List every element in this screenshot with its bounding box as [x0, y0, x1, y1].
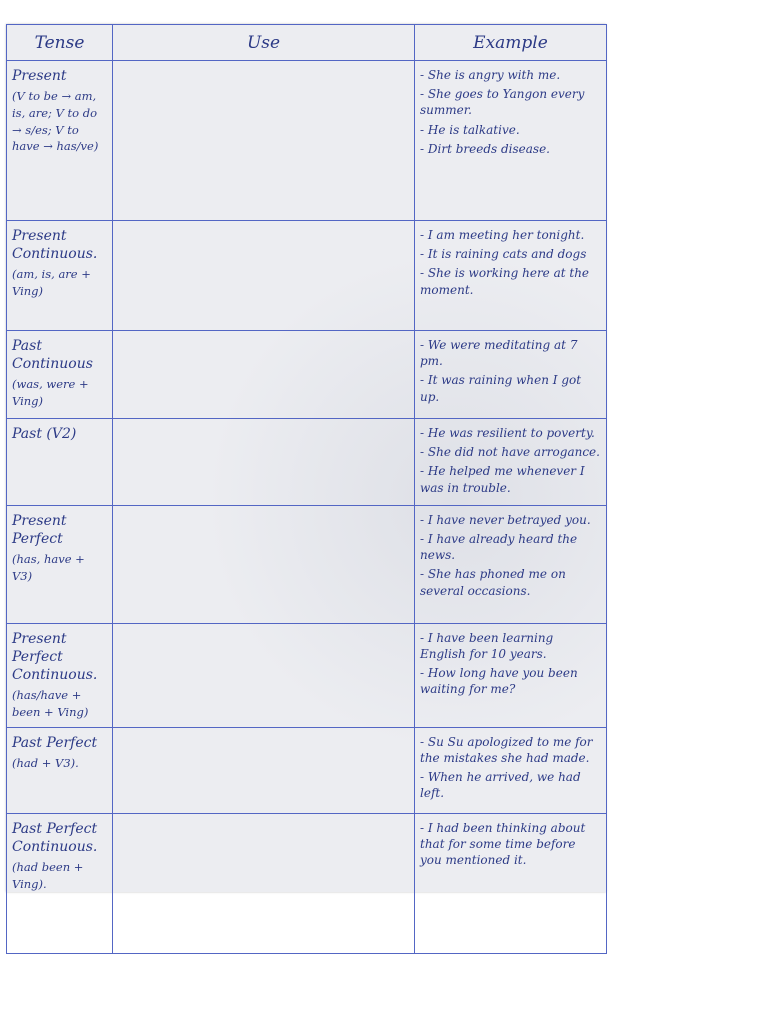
tense-name: Past (V2) [12, 426, 77, 442]
table-row [7, 221, 607, 331]
example-sentence: - I have already heard the news. [420, 531, 578, 563]
table-row [7, 623, 607, 727]
example-sentence: - We were meditating at 7 pm. [420, 338, 578, 369]
example-cell [415, 61, 607, 221]
example-sentence: - I have never betrayed you. [420, 512, 591, 527]
example-cell [415, 727, 607, 813]
handwritten-page [6, 24, 606, 892]
tense-cell [7, 813, 113, 953]
tense-name: Present [12, 68, 67, 84]
use-cell [113, 727, 415, 813]
example-cell [415, 813, 607, 953]
tense-cell [7, 331, 113, 419]
example-cell [415, 505, 607, 623]
use-cell [113, 505, 415, 623]
tense-formula: (had + V3). [12, 755, 79, 770]
tense-cell [7, 419, 113, 506]
use-cell [113, 221, 415, 331]
tense-name: Past Perfect [12, 734, 98, 751]
example-sentence: - I had been thinking about that for some time before you mentioned it. [420, 820, 586, 868]
table-row [7, 727, 607, 813]
use-cell [113, 331, 415, 419]
example-sentence: - It was raining when I got up. [420, 373, 582, 404]
example-sentence: - Su Su apologized to me for the mistakes she had made. [420, 734, 593, 765]
tense-formula: (has, have + V3) [12, 552, 85, 583]
tense-name: Present Perfect [12, 512, 67, 547]
example-cell [415, 331, 607, 419]
example-list [420, 820, 601, 869]
tense-name: Past Continuous [12, 338, 93, 373]
tense-name: Present Continuous. [12, 228, 98, 263]
example-sentence: - She has phoned me on several occasions. [420, 567, 566, 598]
table-row [7, 331, 607, 419]
example-sentence: - It is raining cats and dogs [420, 247, 587, 262]
header-example: Example [415, 25, 607, 61]
example-list [420, 337, 601, 405]
example-sentence: - How long have you been waiting for me? [420, 666, 578, 697]
tense-cell [7, 61, 113, 221]
use-cell [113, 623, 415, 727]
example-sentence: - He is talkative. [420, 122, 520, 137]
tense-formula: (V to be → am, is, are; V to do → s/es; V to have → has/ve) [12, 89, 99, 154]
table-row [7, 419, 607, 506]
table-row [7, 61, 607, 221]
example-list [420, 67, 601, 157]
tense-formula: (had been + Ving). [12, 860, 84, 891]
example-sentence: - I have been learning English for 10 years. [420, 630, 554, 661]
example-list [420, 512, 601, 599]
use-cell [113, 61, 415, 221]
example-list [420, 227, 601, 298]
example-list [420, 630, 601, 698]
tense-cell [7, 623, 113, 727]
example-list [420, 734, 601, 802]
table-body [7, 61, 607, 954]
tense-formula: (was, were + Ving) [12, 377, 89, 409]
tense-cell [7, 221, 113, 331]
header-use: Use [113, 25, 415, 61]
use-cell [113, 813, 415, 953]
example-list [420, 425, 601, 496]
tense-table [6, 24, 607, 954]
example-sentence: - She is working here at the moment. [420, 266, 590, 297]
table-row [7, 813, 607, 953]
example-sentence: - She is angry with me. [420, 68, 561, 82]
example-sentence: - I am meeting her tonight. [420, 228, 585, 242]
example-cell [415, 419, 607, 506]
header-row [7, 25, 607, 61]
example-sentence: - He was resilient to poverty. [420, 426, 595, 440]
example-sentence: - She goes to Yangon every summer. [420, 87, 585, 118]
header-tense: Tense [7, 25, 113, 61]
example-cell [415, 221, 607, 331]
example-sentence: - He helped me whenever I was in trouble. [420, 464, 585, 495]
tense-name: Present Perfect Continuous. [12, 630, 98, 684]
example-cell [415, 623, 607, 727]
tense-formula: (has/have + been + Ving) [12, 688, 89, 719]
example-sentence: - She did not have arrogance. [420, 445, 600, 460]
tense-cell [7, 505, 113, 623]
example-sentence: - Dirt breeds disease. [420, 141, 550, 156]
use-cell [113, 419, 415, 506]
tense-formula: (am, is, are + Ving) [12, 267, 91, 299]
tense-name: Past Perfect Continuous. [12, 820, 98, 855]
example-sentence: - When he arrived, we had left. [420, 770, 581, 801]
table-row [7, 505, 607, 623]
tense-cell [7, 727, 113, 813]
